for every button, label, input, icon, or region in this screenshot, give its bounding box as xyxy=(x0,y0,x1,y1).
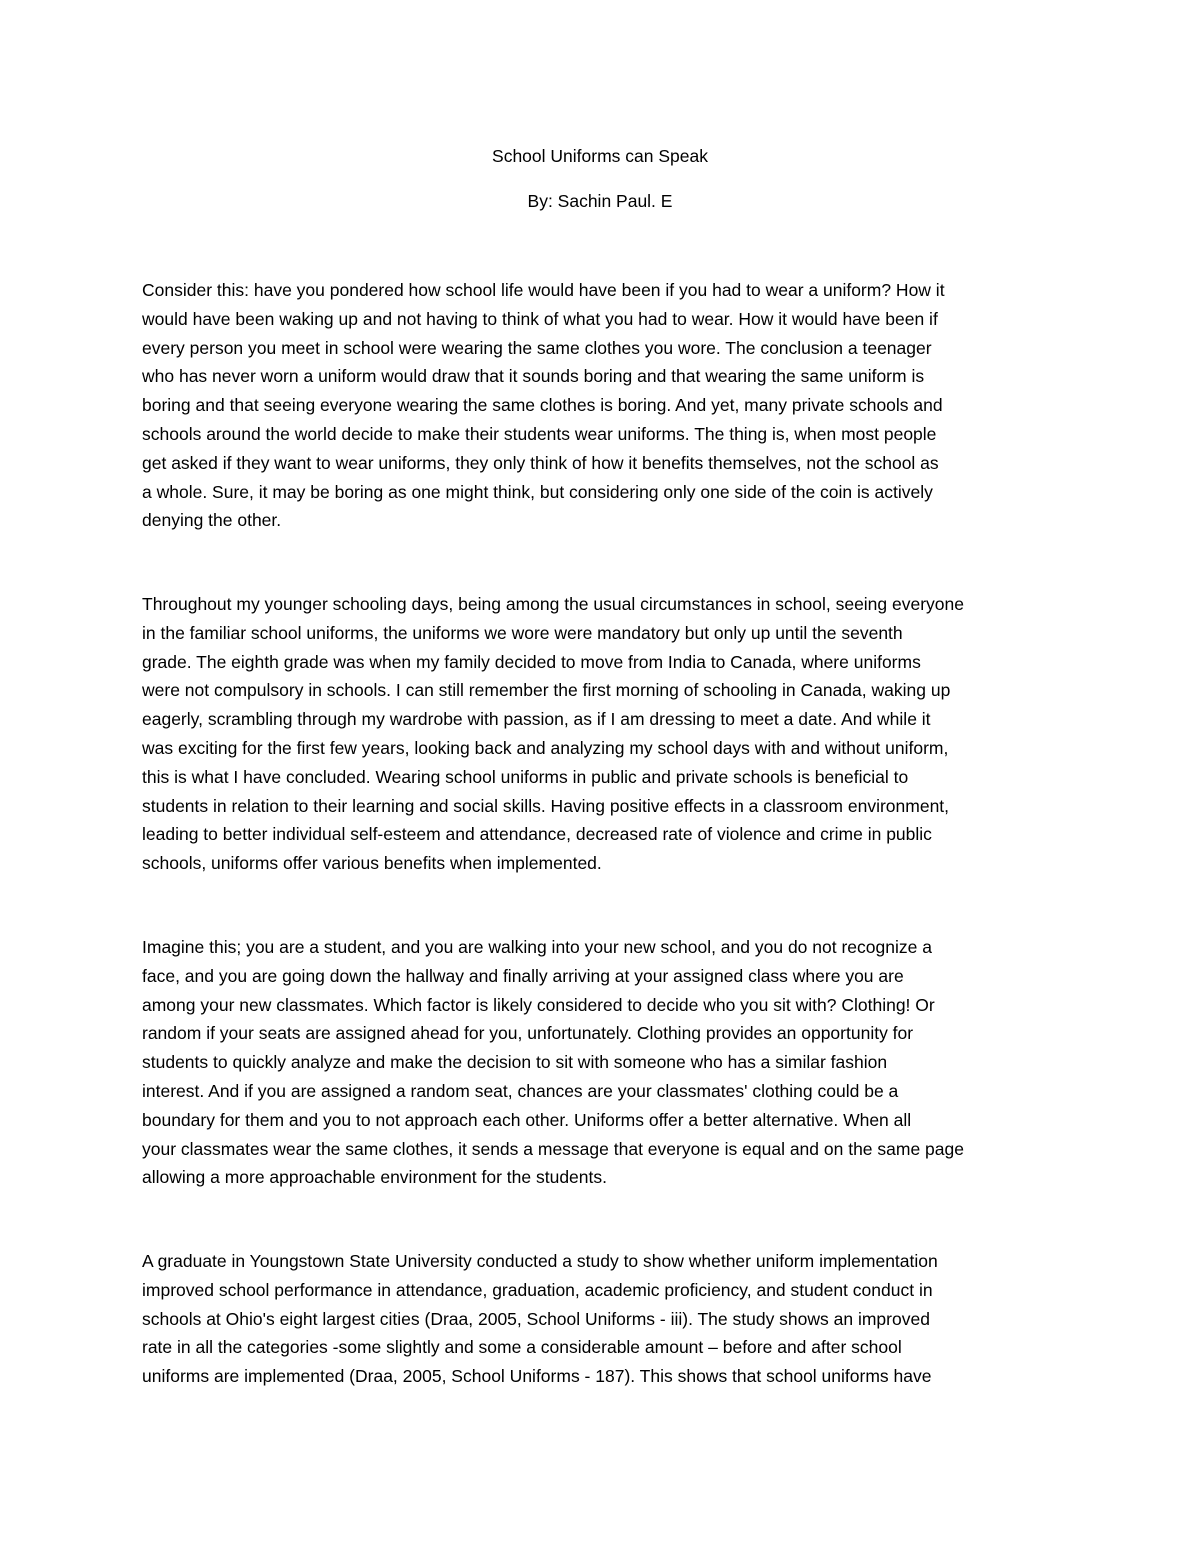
paragraph-line: would have been waking up and not having to think of what you had to wear. How it would have been if xyxy=(142,308,938,329)
paragraph-line: denying the other. xyxy=(142,510,282,531)
document-byline: By: Sachin Paul. E xyxy=(527,191,673,211)
paragraph-line: eagerly, scrambling through my wardrobe with passion, as if I am dressing to meet a date. And while it xyxy=(142,709,931,730)
paragraph-line: uniforms are implemented (Draa, 2005, School Uniforms - 187). This shows that school uniforms have xyxy=(142,1366,932,1387)
document-title: School Uniforms can Speak xyxy=(492,146,708,166)
paragraph-line: face, and you are going down the hallway and finally arriving at your assigned class where you are xyxy=(142,965,904,986)
paragraph-line: every person you meet in school were wearing the same clothes you wore. The conclusion a teenager xyxy=(142,337,932,358)
paragraph-line: get asked if they want to wear uniforms, they only think of how it benefits themselves, not the school as xyxy=(142,452,939,473)
paragraph-line: boring and that seeing everyone wearing the same clothes is boring. And yet, many private schools and xyxy=(142,395,943,416)
paragraph-line: improved school performance in attendance, graduation, academic proficiency, and student conduct in xyxy=(142,1279,933,1300)
paragraph-line: this is what I have concluded. Wearing school uniforms in public and private schools is beneficial to xyxy=(142,766,909,787)
paragraph-line: in the familiar school uniforms, the uniforms we wore were mandatory but only up until the seventh xyxy=(142,622,903,643)
paragraph-line: students in relation to their learning and social skills. Having positive effects in a classroom environment, xyxy=(142,795,950,816)
paragraph-line: your classmates wear the same clothes, it sends a message that everyone is equal and on the same page xyxy=(142,1138,964,1159)
paragraph-line: schools, uniforms offer various benefits when implemented. xyxy=(142,853,602,874)
paragraph-line: random if your seats are assigned ahead for you, unfortunately. Clothing provides an opportunity for xyxy=(142,1023,914,1044)
paragraph-line: schools around the world decide to make their students wear uniforms. The thing is, when most people xyxy=(142,423,937,444)
paragraph-line: who has never worn a uniform would draw that it sounds boring and that wearing the same uniform is xyxy=(142,366,925,387)
paragraph-1 xyxy=(142,276,1062,535)
paragraph-3 xyxy=(142,933,1062,1192)
paragraph-line: were not compulsory in schools. I can still remember the first morning of schooling in Canada, waking up xyxy=(142,680,951,701)
paragraph-line: Imagine this; you are a student, and you are walking into your new school, and you do not recognize a xyxy=(142,937,932,957)
paragraph-line: grade. The eighth grade was when my family decided to move from India to Canada, where uniforms xyxy=(142,651,921,672)
paragraph-line: students to quickly analyze and make the decision to sit with someone who has a similar fashion xyxy=(142,1052,888,1073)
paragraph-line: allowing a more approachable environment for the students. xyxy=(142,1167,607,1188)
paragraph-line: a whole. Sure, it may be boring as one might think, but considering only one side of the coin is actively xyxy=(142,481,933,502)
paragraph-line: was exciting for the first few years, looking back and analyzing my school days with and without uniform, xyxy=(142,737,949,758)
paragraph-line: among your new classmates. Which factor is likely considered to decide who you sit with? Clothing! Or xyxy=(142,994,935,1015)
paragraph-line: boundary for them and you to not approach each other. Uniforms offer a better alternative. When all xyxy=(142,1109,912,1130)
paragraph-line: interest. And if you are assigned a random seat, chances are your classmates' clothing could be a xyxy=(142,1080,899,1101)
paragraph-line: Throughout my younger schooling days, being among the usual circumstances in school, seeing everyone xyxy=(142,594,965,614)
paragraph-line: A graduate in Youngstown State University conducted a study to show whether uniform implementation xyxy=(142,1251,938,1271)
paragraph-line: Consider this: have you pondered how school life would have been if you had to wear a uniform? How it xyxy=(142,280,945,300)
paragraph-line: schools at Ohio's eight largest cities (Draa, 2005, School Uniforms - iii). The study shows an improved xyxy=(142,1308,930,1329)
paragraph-line: rate in all the categories -some slightly and some a considerable amount – before and after school xyxy=(142,1337,902,1358)
paragraph-4 xyxy=(142,1247,1062,1391)
paragraph-line: leading to better individual self-esteem and attendance, decreased rate of violence and crime in public xyxy=(142,824,932,845)
paragraph-2 xyxy=(142,590,1062,878)
